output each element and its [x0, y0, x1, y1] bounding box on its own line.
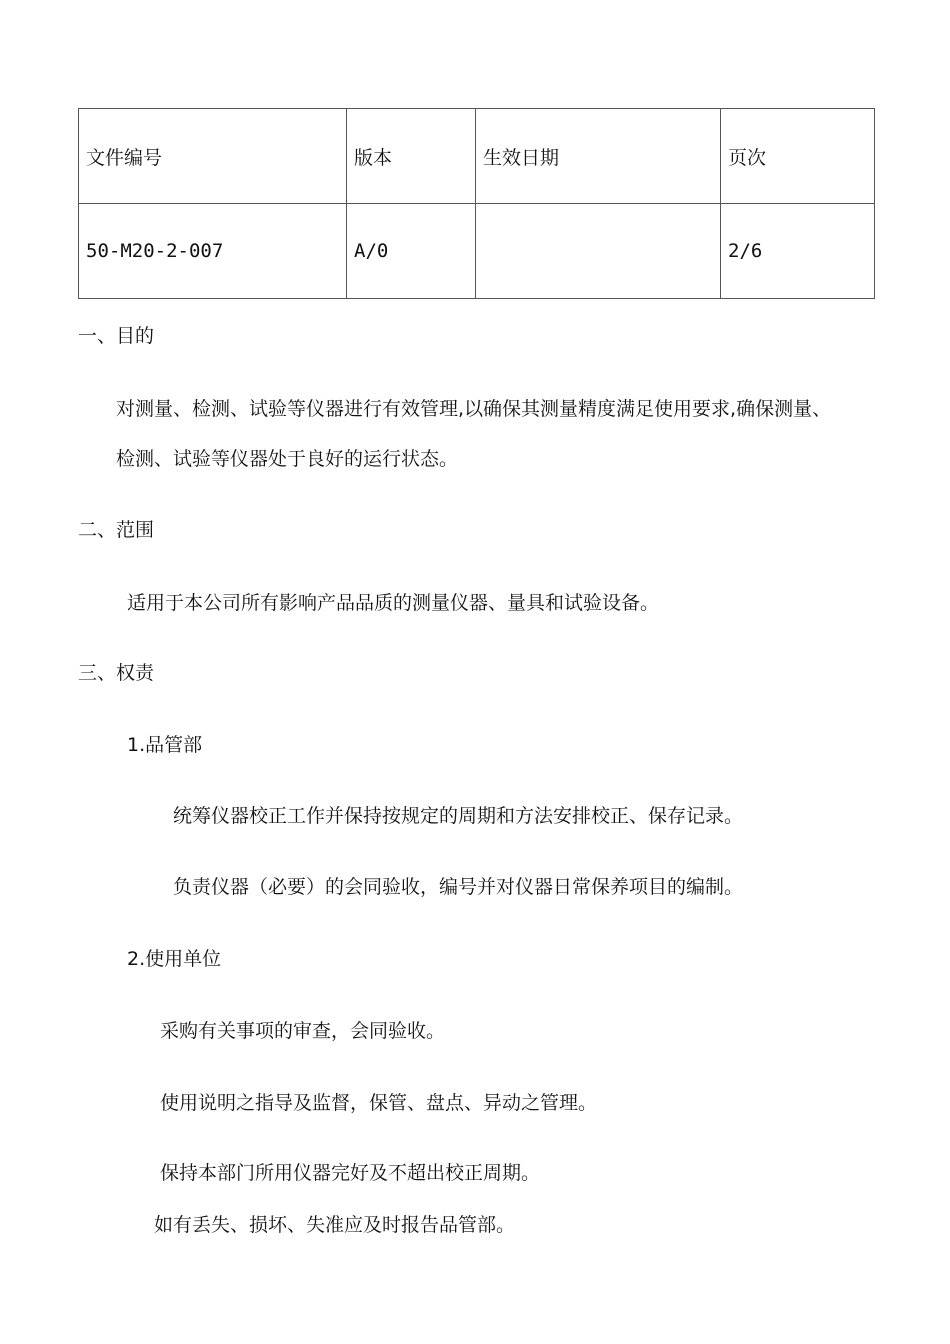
section-heading-purpose: 一、目的	[78, 325, 155, 347]
user-unit-item: 采购有关事项的审查，会同验收。	[160, 1020, 446, 1042]
version-value: A/0	[347, 204, 476, 299]
version-label: 版本	[347, 109, 476, 204]
subsection-heading-qa-dept: 1.品管部	[127, 734, 203, 756]
qa-dept-item: 统筹仪器校正工作并保持按规定的周期和方法安排校正、保存记录。	[173, 805, 744, 827]
document-header-table	[78, 108, 875, 299]
subsection-heading-user-unit: 2.使用单位	[127, 948, 222, 970]
user-unit-item: 使用说明之指导及监督，保管、盘点、异动之管理。	[160, 1092, 598, 1114]
section-heading-scope: 二、范围	[78, 519, 155, 541]
section-heading-responsibility: 三、权责	[78, 662, 155, 684]
qa-dept-item: 负责仪器（必要）的会同验收，编号并对仪器日常保养项目的编制。	[173, 876, 744, 898]
page-number-value: 2/6	[721, 204, 875, 299]
file-number-value: 50-M20-2-007	[79, 204, 347, 299]
scope-body: 适用于本公司所有影响产品品质的测量仪器、量具和试验设备。	[127, 592, 660, 614]
page-number-label: 页次	[721, 109, 875, 204]
effective-date-label: 生效日期	[476, 109, 721, 204]
header-row-values	[79, 204, 875, 299]
effective-date-value	[476, 204, 721, 299]
file-number-label: 文件编号	[79, 109, 347, 204]
user-unit-item: 保持本部门所用仪器完好及不超出校正周期。	[160, 1162, 541, 1184]
header-row-labels	[79, 109, 875, 204]
purpose-body-line-2: 检测、试验等仪器处于良好的运行状态。	[116, 448, 459, 470]
purpose-body-line-1: 对测量、检测、试验等仪器进行有效管理,以确保其测量精度满足使用要求,确保测量、	[116, 398, 832, 420]
user-unit-item: 如有丢失、损坏、失准应及时报告品管部。	[154, 1214, 516, 1236]
